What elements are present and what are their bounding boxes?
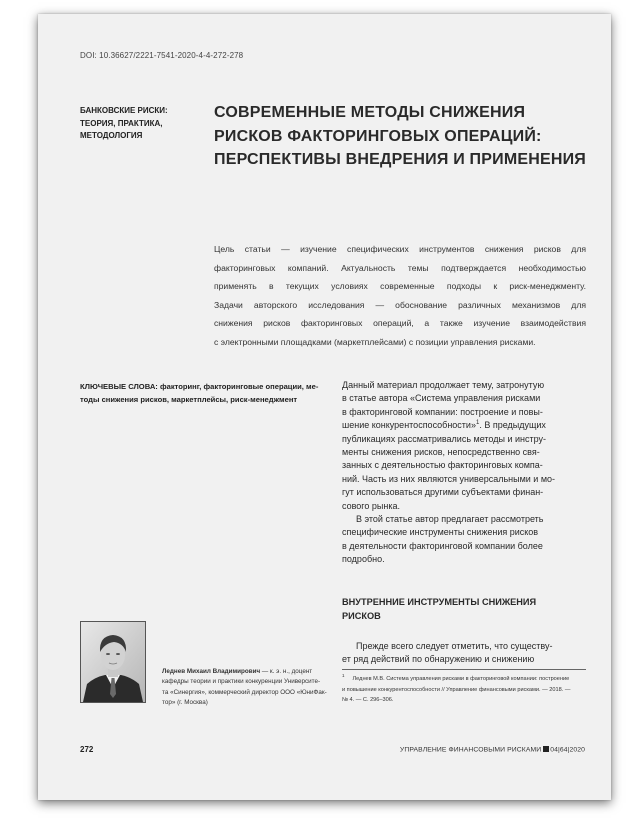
footnote bbox=[342, 674, 586, 706]
body-line: ний. Часть из них являются универсальными и мо- bbox=[342, 473, 556, 484]
abstract-line: Цель статьи — изучение специфических инструментов снижения рисков для bbox=[214, 244, 586, 254]
body-line: Прежде всего следует отметить, что существу- bbox=[356, 641, 553, 651]
title-line: СОВРЕМЕННЫЕ МЕТОДЫ СНИЖЕНИЯ bbox=[214, 104, 526, 121]
keywords-text: факторинг, факторинговые операции, ме- bbox=[157, 382, 319, 391]
abstract-line: применять в текущих условиях современные подходы к риск-менеджменту. bbox=[214, 281, 586, 292]
footnote-line: № 4. — С. 296–306. bbox=[342, 697, 394, 703]
footnote-line: Леднев М.В. Система управления рисками в факторинговой компании: построение bbox=[352, 676, 570, 682]
body-line: шение конкурентоспособности» bbox=[342, 420, 476, 431]
section-heading-line: ВНУТРЕННИЕ ИНСТРУМЕНТЫ СНИЖЕНИЯ bbox=[342, 597, 537, 607]
rubric-line: ТЕОРИЯ, ПРАКТИКА, bbox=[80, 118, 163, 128]
author-line: — к. э. н., доцент bbox=[260, 668, 313, 675]
article-title bbox=[214, 101, 594, 172]
abstract-line: факторинговых компаний. Актуальность темы подтверждается необходимостью bbox=[214, 262, 586, 273]
footnote-number: 1 bbox=[342, 673, 345, 678]
body-line: в статье автора «Система управления рисками bbox=[342, 393, 541, 404]
body-line: сового рынка. bbox=[342, 500, 400, 511]
body-line: гут использоваться другими субъектами финан- bbox=[342, 487, 544, 498]
body-line: Данный материал продолжает тему, затронутую bbox=[342, 380, 545, 390]
author-name: Леднев Михаил Владимирович bbox=[162, 668, 261, 675]
footnote-ref[interactable]: 1 bbox=[475, 420, 480, 427]
rubric-line: МЕТОДОЛОГИЯ bbox=[80, 131, 143, 140]
author-info bbox=[162, 667, 332, 709]
body-paragraph-continued bbox=[342, 640, 586, 667]
abstract-line: с электронными площадками (маркетплейсами) с позиции управления рисками. bbox=[214, 336, 536, 347]
author-portrait-image bbox=[81, 622, 145, 702]
title-line: РИСКОВ ФАКТОРИНГОВЫХ ОПЕРАЦИЙ: bbox=[214, 127, 542, 145]
keywords bbox=[80, 381, 319, 406]
body-line: менты снижения рисков, непосредственно свя- bbox=[342, 447, 540, 458]
abstract bbox=[214, 240, 586, 352]
journal-page bbox=[38, 14, 611, 800]
body-line: специфические инструменты снижения рисков bbox=[342, 527, 539, 538]
journal-name: УПРАВЛЕНИЕ ФИНАНСОВЫМИ РИСКАМИ bbox=[399, 746, 542, 754]
keywords-text: тоды снижения рисков, маркетплейсы, риск-менеджмент bbox=[80, 394, 298, 404]
body-line: В этой статье автор предлагает рассмотреть bbox=[356, 514, 544, 525]
author-line: тор» (г. Москва) bbox=[162, 699, 208, 707]
abstract-line: Задачи авторского исследования — обоснование различных механизмов для bbox=[214, 299, 586, 310]
author-photo bbox=[80, 621, 146, 703]
doi-line: DOI: 10.36627/2221-7541-2020-4-4-272-278 bbox=[80, 51, 244, 60]
page-number: 272 bbox=[80, 745, 94, 754]
footnote-line: и повышение конкурентоспособности // Управление финансовыми рисками. — 2018. — bbox=[342, 686, 571, 693]
footnote-divider bbox=[342, 669, 586, 670]
author-line: кафедры теории и практики конкуренции Университе- bbox=[162, 678, 321, 686]
rubric bbox=[80, 105, 195, 143]
body-paragraphs bbox=[342, 379, 586, 567]
title-line: ПЕРСПЕКТИВЫ ВНЕДРЕНИЯ И ПРИМЕНЕНИЯ bbox=[214, 151, 586, 168]
running-footer bbox=[400, 746, 585, 754]
author-line: та «Синергия», коммерческий директор ООО «ЮниФак- bbox=[162, 688, 327, 696]
body-line: занных с деятельностью факторинговых компа- bbox=[342, 460, 543, 471]
body-line: в деятельности факторинговой компании более bbox=[342, 540, 543, 551]
body-line: ет ряд действий по обнаружению и снижению bbox=[342, 654, 535, 665]
body-line: . В предыдущих bbox=[479, 420, 546, 431]
abstract-line: снижения рисков факторинговых операций, а также изучение взаимодействия bbox=[214, 318, 586, 329]
body-line: публикациях рассматривались методы и инстру- bbox=[342, 433, 547, 444]
section-heading bbox=[342, 596, 586, 623]
body-line: подробно. bbox=[342, 554, 385, 565]
issue-number: 04|64|2020 bbox=[550, 746, 585, 754]
square-separator-icon bbox=[543, 746, 549, 752]
keywords-label: КЛЮЧЕВЫЕ СЛОВА: bbox=[80, 382, 158, 391]
body-line: в факторинговой компании: построение и повы- bbox=[342, 406, 543, 417]
rubric-line: БАНКОВСКИЕ РИСКИ: bbox=[80, 106, 168, 115]
section-heading-line: РИСКОВ bbox=[342, 610, 381, 621]
